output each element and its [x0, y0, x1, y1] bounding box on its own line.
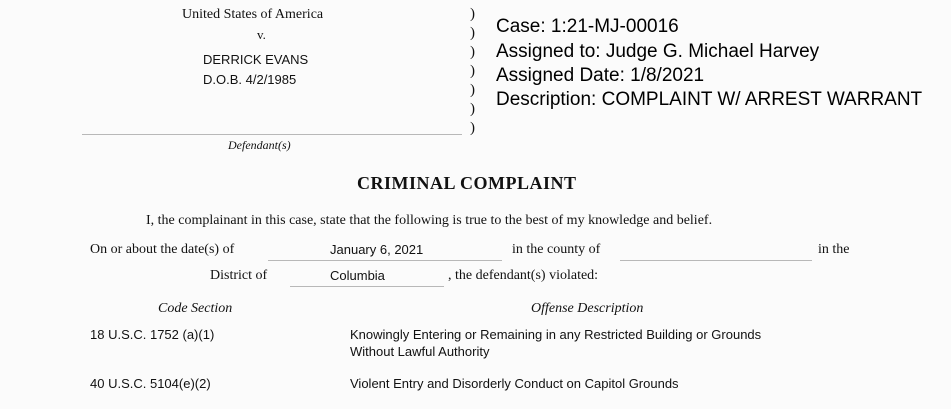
plaintiff-name: United States of America [182, 7, 324, 22]
defendant-name: DERRICK EVANS [203, 52, 309, 67]
caption-paren: ) [470, 6, 475, 22]
assigned-date: Assigned Date: 1/8/2021 [496, 65, 705, 86]
date-blank-line [268, 260, 502, 261]
offense-description-cell-cont: Without Lawful Authority [350, 344, 490, 359]
offense-date: January 6, 2021 [330, 242, 424, 257]
case-description: Description: COMPLAINT W/ ARREST WARRANT [496, 89, 923, 110]
offense-description-cell: Violent Entry and Disorderly Conduct on Capitol Grounds [350, 376, 679, 391]
caption-paren: ) [470, 82, 475, 98]
offense-description-header: Offense Description [531, 301, 644, 316]
caption-paren: ) [470, 25, 475, 41]
county-blank-line [620, 260, 812, 261]
defendant-label: Defendant(s) [228, 138, 291, 152]
caption-paren: ) [470, 63, 475, 79]
code-section-cell: 18 U.S.C. 1752 (a)(1) [90, 327, 215, 342]
date-prefix: On or about the date(s) of [90, 242, 235, 257]
caption-paren: ) [470, 120, 475, 136]
code-section-header: Code Section [158, 301, 233, 316]
caption-paren: ) [470, 44, 475, 60]
offense-description-cell: Knowingly Entering or Remaining in any Restricted Building or Grounds [350, 327, 762, 342]
county-prefix: in the county of [512, 242, 601, 257]
versus-label: v. [257, 27, 266, 42]
code-section-cell: 40 U.S.C. 5104(e)(2) [90, 376, 211, 391]
district-value: Columbia [330, 268, 385, 283]
district-blank-line [290, 286, 444, 287]
defendant-signature-line [82, 134, 462, 135]
caption-paren: ) [470, 101, 475, 117]
defendant-dob: D.O.B. 4/2/1985 [203, 72, 297, 87]
district-prefix: District of [210, 268, 268, 283]
case-number: Case: 1:21-MJ-00016 [496, 16, 679, 37]
date-line-suffix: in the [818, 242, 850, 257]
assigned-judge: Assigned to: Judge G. Michael Harvey [496, 41, 820, 62]
document-title: CRIMINAL COMPLAINT [357, 173, 577, 193]
complainant-statement: I, the complainant in this case, state that the following is true to the best of my knowledge and belief. [146, 213, 713, 228]
district-suffix: , the defendant(s) violated: [448, 268, 599, 283]
